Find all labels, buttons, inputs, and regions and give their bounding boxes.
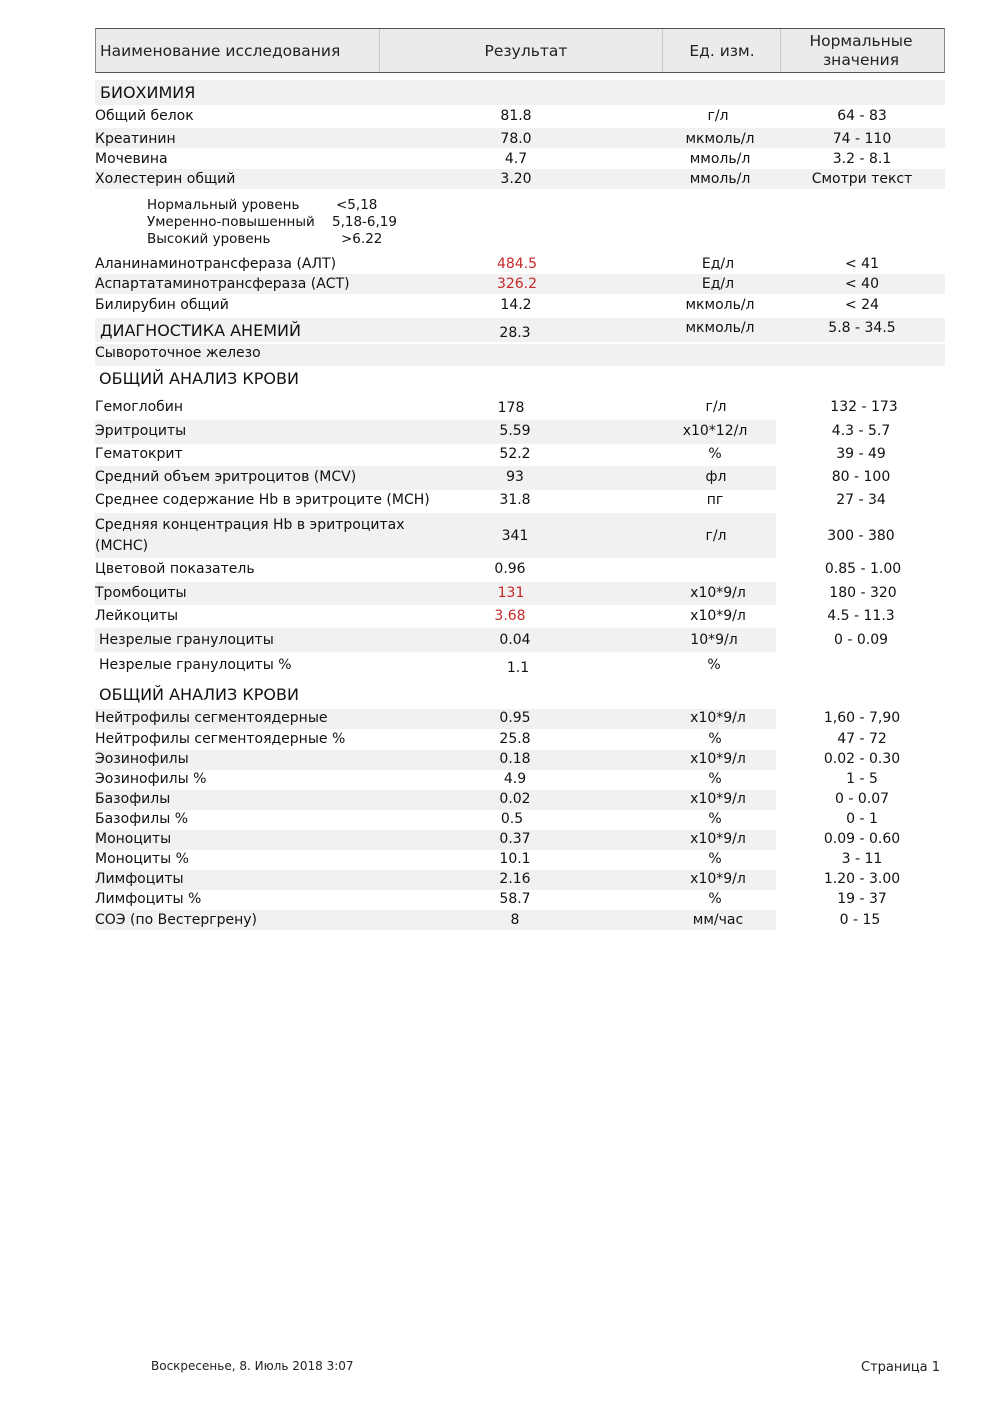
row-result: 0.02 (499, 791, 531, 807)
row-name: Аланинаминотрансфераза (АЛТ) (95, 256, 337, 272)
row-result: 0.37 (499, 831, 531, 847)
row-unit: % (707, 657, 721, 673)
row-norm: 0.02 - 0.30 (823, 751, 901, 767)
row-norm: 180 - 320 (829, 585, 897, 601)
table-header (95, 28, 945, 73)
row-unit: x10*9/л (690, 751, 746, 767)
row-norm: < 24 (845, 297, 879, 313)
section-cbc (95, 368, 945, 392)
table-row (95, 582, 897, 605)
row-result: 14.2 (500, 297, 532, 313)
table-row (95, 295, 945, 315)
row-norm: 0.09 - 0.60 (823, 831, 901, 847)
table-row (95, 790, 890, 810)
row-name: СОЭ (по Вестергрену) (95, 912, 257, 928)
table-row (95, 870, 901, 890)
ref-label: Умеренно-повышенный (147, 214, 315, 230)
row-name: Сывороточное железо (95, 345, 261, 361)
table-row (95, 850, 945, 870)
row-result: 4.7 (504, 151, 528, 167)
header-unit: Ед. изм. (689, 41, 755, 60)
table-row (95, 466, 891, 490)
ref-value: >6.22 (341, 231, 383, 247)
section-cbc-diff (95, 684, 945, 708)
table-row (95, 169, 945, 189)
row-norm: 39 - 49 (836, 446, 886, 462)
row-result: 78.0 (500, 131, 532, 147)
row-name: Незрелые гранулоциты % (99, 657, 292, 673)
section-title: ОБЩИЙ АНАЛИЗ КРОВИ (99, 685, 299, 704)
row-unit: Ед/л (701, 256, 735, 272)
row-norm: 1,60 - 7,90 (823, 710, 901, 726)
row-unit: x10*9/л (690, 608, 746, 624)
header-result: Результат (484, 41, 568, 60)
row-result: 0.5 (500, 811, 524, 827)
row-result: 326.2 (496, 276, 538, 292)
row-unit: x10*9/л (690, 791, 746, 807)
row-name: Нейтрофилы сегментоядерные % (95, 731, 346, 747)
row-result: 28.3 (499, 325, 531, 341)
row-norm: 80 - 100 (831, 469, 891, 485)
row-unit: пг (706, 492, 724, 508)
row-name: Гематокрит (95, 446, 183, 462)
ref-label: Нормальный уровень (147, 197, 300, 213)
row-result: 341 (501, 528, 529, 544)
table-row (95, 490, 945, 512)
section-anemia (95, 318, 945, 342)
row-unit: % (708, 851, 722, 867)
row-result: 0.96 (494, 561, 526, 577)
row-result: 10.1 (499, 851, 531, 867)
row-unit: мкмоль/л (685, 297, 755, 313)
row-norm: 5.8 - 34.5 (828, 320, 896, 336)
table-row (95, 559, 945, 581)
row-unit: x10*9/л (690, 585, 746, 601)
row-name: Моноциты (95, 831, 172, 847)
row-unit: % (708, 811, 722, 827)
row-result: 93 (506, 469, 524, 485)
row-name: Лимфоциты (95, 871, 184, 887)
ref-value: <5,18 (336, 197, 378, 213)
row-norm: 0.85 - 1.00 (824, 561, 902, 577)
section-title: ОБЩИЙ АНАЛИЗ КРОВИ (99, 369, 299, 388)
footer-page: Страница 1 (861, 1360, 941, 1375)
row-unit: x10*9/л (690, 871, 746, 887)
row-name: Аспартатаминотрансфераза (АСТ) (95, 276, 350, 292)
row-result: 131 (497, 585, 525, 601)
row-result: 1.1 (506, 660, 530, 676)
row-norm: 1 - 5 (846, 771, 878, 787)
row-norm: 300 - 380 (827, 528, 895, 544)
row-name: Среднее содержание Hb в эритроците (MCH) (95, 492, 430, 508)
row-norm: < 40 (845, 276, 879, 292)
row-norm: 47 - 72 (837, 731, 887, 747)
table-row (95, 709, 901, 729)
row-unit: г/л (707, 108, 729, 124)
row-norm: 0 - 15 (839, 912, 881, 928)
header-norm-line2: значения (822, 50, 900, 69)
row-unit: % (708, 731, 722, 747)
row-unit: x10*9/л (690, 710, 746, 726)
row-result: 3.20 (500, 171, 532, 187)
row-unit: % (708, 891, 722, 907)
row-unit: ммоль/л (689, 151, 751, 167)
row-name: Цветовой показатель (95, 561, 255, 577)
row-result: 484.5 (496, 256, 538, 272)
row-norm: 0 - 0.07 (834, 791, 890, 807)
row-result: 2.16 (499, 871, 531, 887)
table-row (95, 444, 945, 466)
table-row (95, 910, 881, 930)
row-norm: 19 - 37 (837, 891, 887, 907)
row-name: Базофилы (95, 791, 171, 807)
table-row (95, 605, 945, 627)
row-name: Эозинофилы % (95, 771, 207, 787)
table-row (95, 254, 945, 274)
table-row (95, 730, 945, 750)
row-unit: % (708, 446, 722, 462)
table-row (95, 513, 895, 558)
row-unit: мкмоль/л (685, 131, 755, 147)
row-norm: Смотри текст (811, 171, 913, 187)
row-name: Базофилы % (95, 811, 189, 827)
row-result: 31.8 (499, 492, 531, 508)
row-name: Эритроциты (95, 423, 187, 439)
row-result: 0.04 (499, 632, 531, 648)
row-unit: мм/час (692, 912, 744, 928)
row-name: Креатинин (95, 131, 176, 147)
table-row (95, 344, 945, 366)
row-name: Средняя концентрация Hb в эритроцитах (95, 517, 405, 533)
row-unit: мкмоль/л (685, 320, 755, 336)
row-norm: 4.5 - 11.3 (827, 608, 895, 624)
row-norm: 27 - 34 (836, 492, 886, 508)
row-name: Средний объем эритроцитов (MCV) (95, 469, 357, 485)
ref-label: Высокий уровень (147, 231, 271, 247)
table-row (95, 397, 945, 419)
table-row (95, 653, 945, 681)
table-row (95, 149, 945, 169)
row-norm: 132 - 173 (830, 399, 898, 415)
row-norm: 3.2 - 8.1 (832, 151, 892, 167)
row-unit: x10*12/л (682, 423, 748, 439)
row-unit: x10*9/л (690, 831, 746, 847)
table-row (95, 810, 945, 830)
row-name: Гемоглобин (95, 399, 184, 415)
table-row (95, 628, 889, 652)
section-title: БИОХИМИЯ (100, 83, 196, 102)
row-name-cont: (MCHC) (95, 538, 149, 554)
table-row (95, 830, 901, 850)
row-result: 3.68 (494, 608, 526, 624)
row-unit: % (708, 771, 722, 787)
row-name: Общий белок (95, 108, 194, 124)
row-name: Лейкоциты (95, 608, 179, 624)
row-name: Моноциты % (95, 851, 189, 867)
row-name: Билирубин общий (95, 297, 229, 313)
row-unit: фл (705, 469, 727, 485)
table-row (95, 108, 945, 128)
row-norm: 74 - 110 (832, 131, 892, 147)
row-name: Лимфоциты % (95, 891, 202, 907)
row-unit: 10*9/л (690, 632, 738, 648)
header-norm-line1: Нормальные (809, 31, 913, 50)
table-row (95, 770, 945, 790)
row-result: 4.9 (503, 771, 527, 787)
section-title: ДИАГНОСТИКА АНЕМИЙ (100, 321, 301, 340)
header-name: Наименование исследования (100, 41, 341, 60)
row-name: Холестерин общий (95, 171, 236, 187)
footer-date: Воскресенье, 8. Июль 2018 3:07 (151, 1359, 354, 1373)
table-row (95, 890, 945, 910)
row-result: 8 (510, 912, 520, 928)
row-result: 5.59 (499, 423, 531, 439)
table-row (95, 750, 901, 770)
row-result: 52.2 (499, 446, 531, 462)
row-norm: 0 - 0.09 (833, 632, 889, 648)
row-result: 0.95 (499, 710, 531, 726)
row-result: 0.18 (499, 751, 531, 767)
row-norm: 4.3 - 5.7 (831, 423, 891, 439)
row-result: 58.7 (499, 891, 531, 907)
table-row (95, 420, 891, 444)
ref-value: 5,18-6,19 (332, 214, 397, 230)
row-norm: 3 - 11 (841, 851, 883, 867)
row-name: Мочевина (95, 151, 168, 167)
row-name: Незрелые гранулоциты (99, 632, 274, 648)
section-biochem (95, 80, 945, 105)
row-name: Тромбоциты (95, 585, 187, 601)
row-name: Эозинофилы (95, 751, 189, 767)
row-norm: 0 - 1 (846, 811, 878, 827)
row-unit: Ед/л (701, 276, 735, 292)
row-result: 25.8 (499, 731, 531, 747)
row-norm: 1.20 - 3.00 (823, 871, 901, 887)
row-name: Нейтрофилы сегментоядерные (95, 710, 328, 726)
row-unit: г/л (705, 399, 727, 415)
row-result: 81.8 (500, 108, 532, 124)
row-norm: < 41 (845, 256, 879, 272)
row-unit: ммоль/л (689, 171, 751, 187)
table-row (95, 274, 945, 294)
row-unit: г/л (705, 528, 727, 544)
row-norm: 64 - 83 (837, 108, 887, 124)
header-norm (796, 29, 926, 72)
row-result: 178 (497, 400, 525, 416)
table-row (95, 128, 945, 148)
